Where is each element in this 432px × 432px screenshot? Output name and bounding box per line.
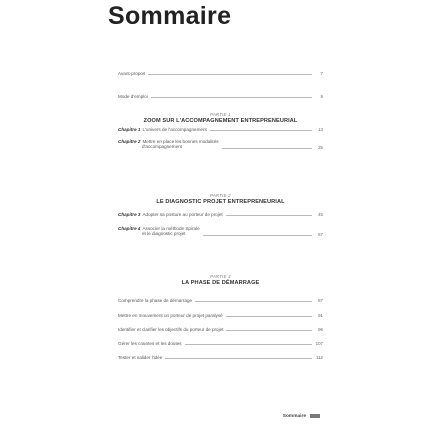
- toc-entry[interactable]: [118, 134, 323, 150]
- toc-entry[interactable]: [118, 308, 323, 318]
- toc-entry-label: [118, 355, 162, 360]
- chapter-title: Associer la méthode Spirale: [142, 225, 200, 231]
- toc-entry[interactable]: [118, 207, 323, 217]
- chapter-title: Tester et valider l'idée: [118, 355, 163, 360]
- dot-leader: [226, 215, 312, 216]
- toc-entry-label: Mode d'emploi: [118, 94, 148, 99]
- dot-leader: [222, 148, 312, 149]
- footer-label: Sommaire: [282, 413, 306, 419]
- toc-page-number: 13: [318, 127, 323, 132]
- part-label: PARTIE 1: [210, 112, 231, 117]
- toc-entry-label: [118, 313, 223, 318]
- chapter-title-continued: et le diagnostic projet: [142, 231, 186, 237]
- toc-page-number: 25: [318, 145, 323, 150]
- page-footer: [0, 411, 320, 421]
- dot-leader: [151, 97, 312, 98]
- part-title: LE DIAGNOSTIC PROJET ENTREPRENEURIAL: [156, 199, 285, 205]
- toc-entry-label: [118, 327, 223, 332]
- part-2-heading: [118, 193, 323, 205]
- toc-entry[interactable]: [118, 221, 323, 237]
- toc-entry[interactable]: [118, 336, 323, 346]
- chapter-number: Chapitre 4: [118, 225, 141, 231]
- toc-page-number: 91: [318, 313, 323, 318]
- part-3-heading: [118, 274, 323, 286]
- dot-leader: [165, 358, 312, 359]
- part-title: ZOOM SUR L'ACCOMPAGNEMENT ENTREPRENEURIAL: [143, 118, 298, 124]
- dot-leader: [185, 344, 312, 345]
- toc-entry[interactable]: [118, 350, 323, 360]
- dot-leader: [226, 316, 312, 317]
- toc-page-number: 87: [318, 298, 323, 303]
- chapter-title: Comprendre la phase de démarrage: [118, 298, 193, 303]
- toc-entry-label: Avant-propos: [118, 71, 146, 76]
- dot-leader: [203, 235, 312, 236]
- chapter-title: Mettre en mouvement un porteur de projet paralysé: [118, 313, 223, 318]
- toc-page-number: 7: [320, 71, 323, 76]
- toc-page-number: 107: [315, 341, 323, 346]
- toc-page-number: 45: [318, 212, 323, 217]
- toc-entry-label: [118, 226, 200, 237]
- page-title: Sommaire: [108, 2, 232, 30]
- part-label: PARTIE 2: [210, 193, 231, 198]
- chapter-number: Chapitre 3: [118, 212, 141, 217]
- toc-entry-mode-emploi[interactable]: [118, 89, 323, 99]
- chapter-title: Identifier et clarifier les objectifs du porteur de projet: [118, 327, 224, 332]
- toc-entry-label: [118, 298, 192, 303]
- chapter-number: Chapitre 1: [118, 127, 141, 132]
- chapter-title: Adopter sa posture au porteur de projet: [142, 212, 223, 217]
- chapter-number: Chapitre 2: [118, 138, 141, 144]
- toc-page-number: 112: [316, 355, 323, 360]
- part-title: LA PHASE DE DÉMARRAGE: [181, 280, 260, 286]
- toc-entry[interactable]: [118, 293, 323, 303]
- dot-leader: [195, 301, 312, 302]
- toc-page-number: 9: [320, 94, 323, 99]
- toc-entry-label: [118, 212, 223, 217]
- toc-page-number: 67: [318, 232, 323, 237]
- toc-entry-label: [118, 139, 219, 150]
- chapter-title: Gérer les craintes et les doutes: [118, 341, 182, 346]
- dot-leader: [226, 330, 312, 331]
- part-label: PARTIE 3: [210, 274, 231, 279]
- dot-leader: [148, 74, 312, 75]
- toc-entry-avant-propos[interactable]: [118, 66, 323, 76]
- dot-leader: [210, 130, 312, 131]
- toc-page-number: 96: [318, 327, 323, 332]
- toc-entry[interactable]: [118, 322, 323, 332]
- toc-entry-label: [118, 127, 207, 132]
- chapter-title: Mettre en place les bonnes modalités: [142, 138, 219, 144]
- toc-entry[interactable]: [118, 122, 323, 132]
- chapter-title: L'univers de l'accompagnement: [142, 127, 207, 132]
- footer-bar: [310, 414, 320, 418]
- chapter-title-continued: d'accompagnement: [142, 144, 182, 150]
- toc-entry-label: [118, 341, 182, 346]
